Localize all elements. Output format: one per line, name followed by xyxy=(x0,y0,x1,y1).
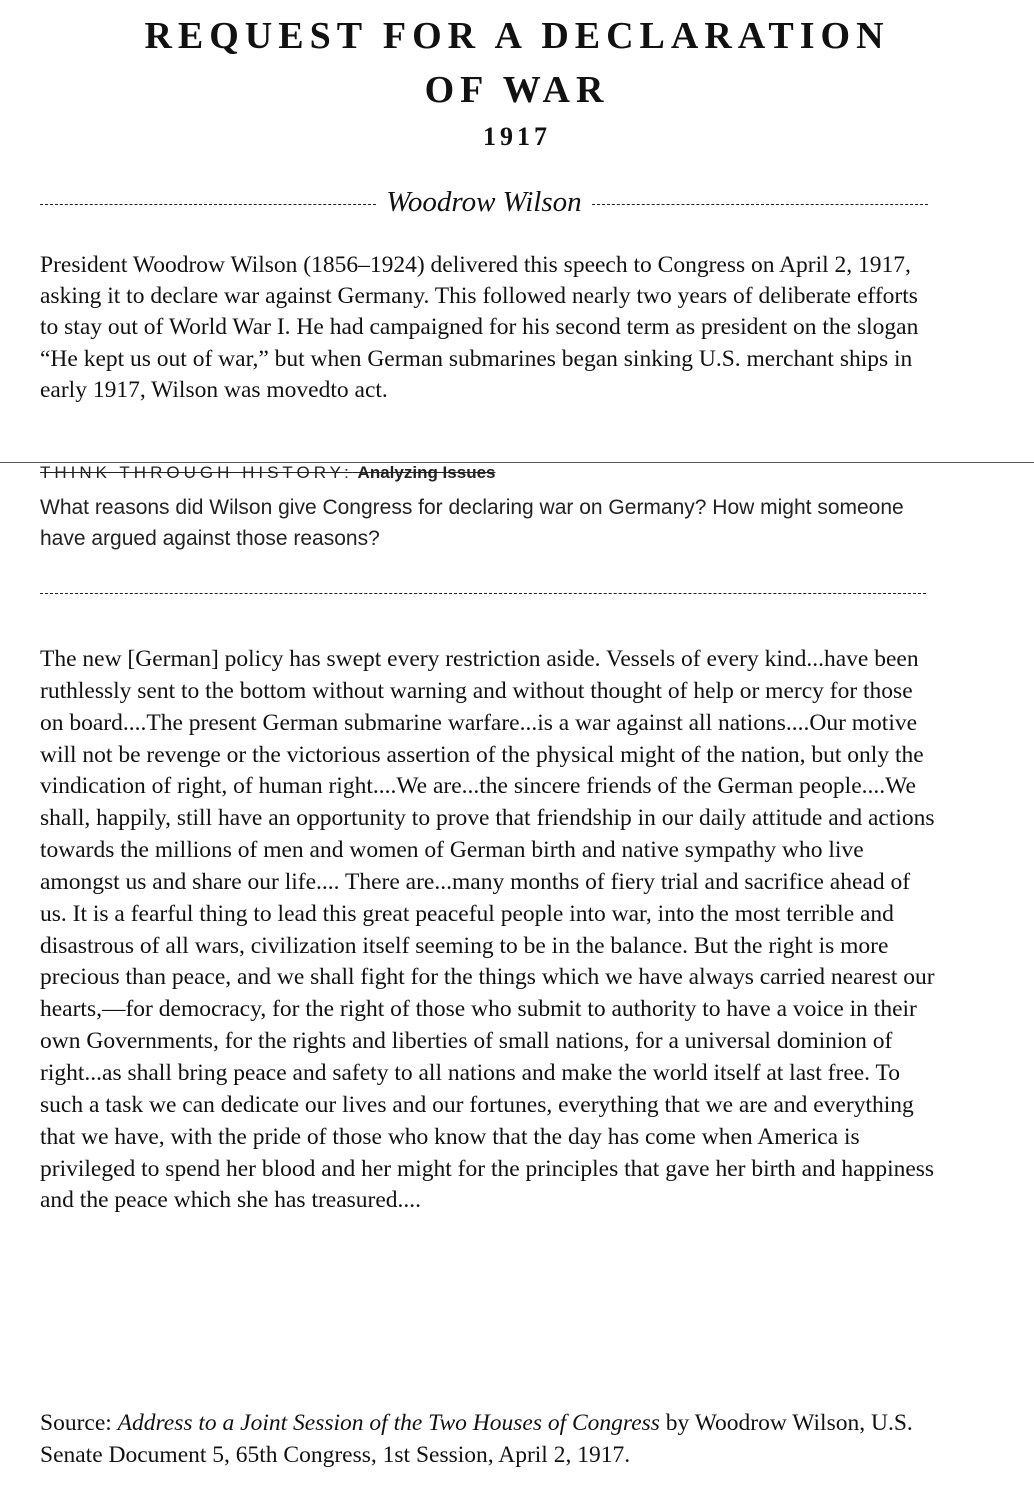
source-prefix: Source: xyxy=(40,1410,118,1436)
byline-dash-right xyxy=(592,204,928,205)
author-name: Woodrow Wilson xyxy=(386,185,582,218)
document-year: 1917 xyxy=(483,122,551,151)
source-suffix: by Woodrow Wilson, U.S. Senate Document 5, 65th Congress, 1st Session, April 2, 1917. xyxy=(40,1410,913,1468)
byline-dash-left xyxy=(40,204,376,205)
document-title-line2: OF WAR xyxy=(424,69,610,111)
source-citation xyxy=(40,1408,940,1471)
think-through-question: What reasons did Wilson give Congress for declaring war on Germany? How might someone have argued against those reasons? xyxy=(40,496,904,550)
speech-excerpt: The new [German] policy has swept every restriction aside. Vessels of every kind...have been ruthlessly sent to the bottom without warning and without thought of help or mercy for those on board....The present German submarine warfare...is a war against all nations....Our motive will not be revenge or the victorious assertion of the physical might of the nation, but only the vindication of right, of human right....We are...the sincere friends of the German people....We shall, happily, still have an opportunity to prove that friendship in our daily attitude and actions towards the millions of men and women of German birth and native sympathy who live amongst us and share our life.... There are...many months of fiery trial and sacrifice ahead of us. It is a fearful thing to lead this great peaceful people into war, into the most terrible and disastrous of all wars, civilization itself seeming to be in the balance. But the right is more precious than peace, and we shall fight for the things which we have always carried nearest our hearts,—for democracy, for the right of those who submit to authority to have a voice in their own Governments, for the rights and liberties of small nations, for a universal dominion of right...as shall bring peace and safety to all nations and make the world itself at last free. To such a task we can dedicate our lives and our fortunes, everything that we are and everything that we have, with the pride of those who know that the day has come when America is privileged to spend her blood and her might for the principles that gave her birth and happiness and the peace which she has treasured.... xyxy=(40,646,935,1214)
think-through-heading xyxy=(40,463,495,483)
think-through-label: THINK THROUGH HISTORY: xyxy=(40,463,353,482)
section-separator xyxy=(40,593,926,594)
think-through-topic: Analyzing Issues xyxy=(357,463,496,482)
document-title-line1: REQUEST FOR A DECLARATION xyxy=(144,15,890,57)
source-work-title: Address to a Joint Session of the Two Houses of Congress xyxy=(117,1410,660,1436)
intro-paragraph: President Woodrow Wilson (1856–1924) delivered this speech to Congress on April 2, 1917, asking it to declare war against Germany. This followed nearly two years of deliberate efforts to stay out of World War I. He had campaigned for his second term as president on the slogan “He kept us out of war,” but when German submarines began sinking U.S. merchant ships in early 1917, Wilson was movedto act. xyxy=(40,252,919,403)
author-byline xyxy=(40,182,928,222)
